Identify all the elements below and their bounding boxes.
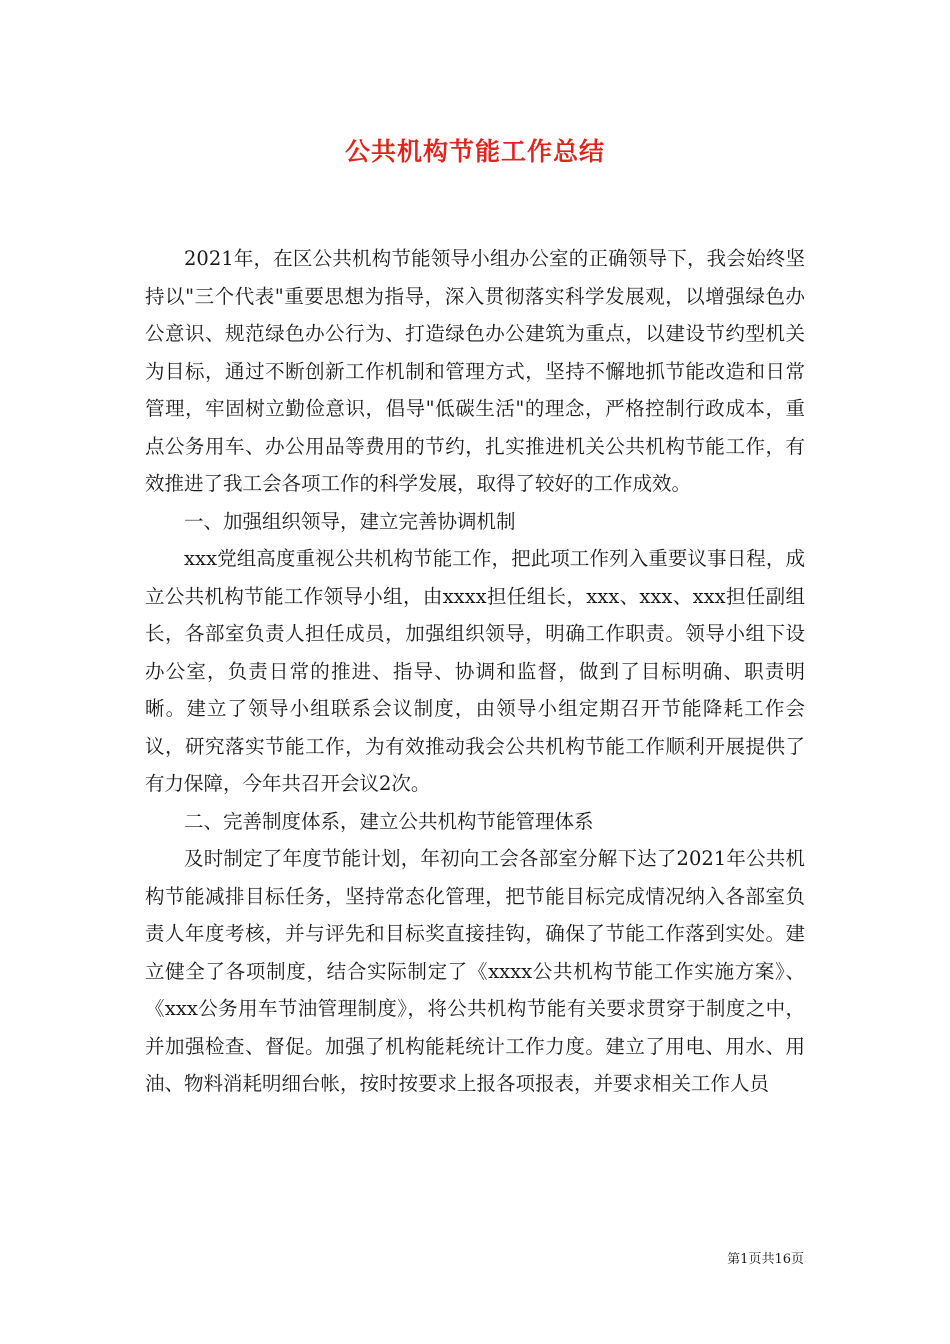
page-number: 第1页共16页	[727, 1252, 804, 1267]
document-title: 公共机构节能工作总结	[344, 137, 605, 166]
document-body	[145, 240, 805, 1103]
section-heading-1: 一、加强组织领导，建立完善协调机制	[184, 509, 516, 533]
paragraph-section-2: 及时制定了年度节能计划，年初向工会各部室分解下达了2021年公共机构节能减排目标任务，坚持常态化管理，把节能目标完成情况纳入各部室负责人年度考核，并与评先和目标奖直接挂钩，确保了节能工作落到实处。建立健全了各项制度，结合实际制定了《xxxx公共机构节能工作实施方案》、《xxx公务用车节油管理制度》，将公共机构节能有关要求贯穿于制度之中，并加强检查、督促。加强了机构能耗统计工作力度。建立了用电、用水、用油、物料消耗明细台帐，按时按要求上报各项报表，并要求相关工作人员	[145, 847, 805, 1095]
section-heading-2: 二、完善制度体系，建立公共机构节能管理体系	[184, 809, 594, 833]
paragraph-section-1: xxx党组高度重视公共机构节能工作，把此项工作列入重要议事日程，成立公共机构节能工作领导小组，由xxxx担任组长，xxx、xxx、xxx担任副组长，各部室负责人担任成员，加强组织领导，明确工作职责。领导小组下设办公室，负责日常的推进、指导、协调和监督，做到了目标明确、职责明晰。建立了领导小组联系会议制度，由领导小组定期召开节能降耗工作会议，研究落实节能工作，为有效推动我会公共机构节能工作顺利开展提供了有力保障，今年共召开会议2次。	[145, 547, 805, 795]
paragraph-intro: 2021年，在区公共机构节能领导小组办公室的正确领导下，我会始终坚持以"三个代表"重要思想为指导，深入贯彻落实科学发展观，以增强绿色办公意识、规范绿色办公行为、打造绿色办公建筑为重点，以建设节约型机关为目标，通过不断创新工作机制和管理方式，坚持不懈地抓节能改造和日常管理，牢固树立勤俭意识，倡导"低碳生活"的理念，严格控制行政成本，重点公务用车、办公用品等费用的节约，扎实推进机关公共机构节能工作，有效推进了我工会各项工作的科学发展，取得了较好的工作成效。	[145, 247, 805, 495]
